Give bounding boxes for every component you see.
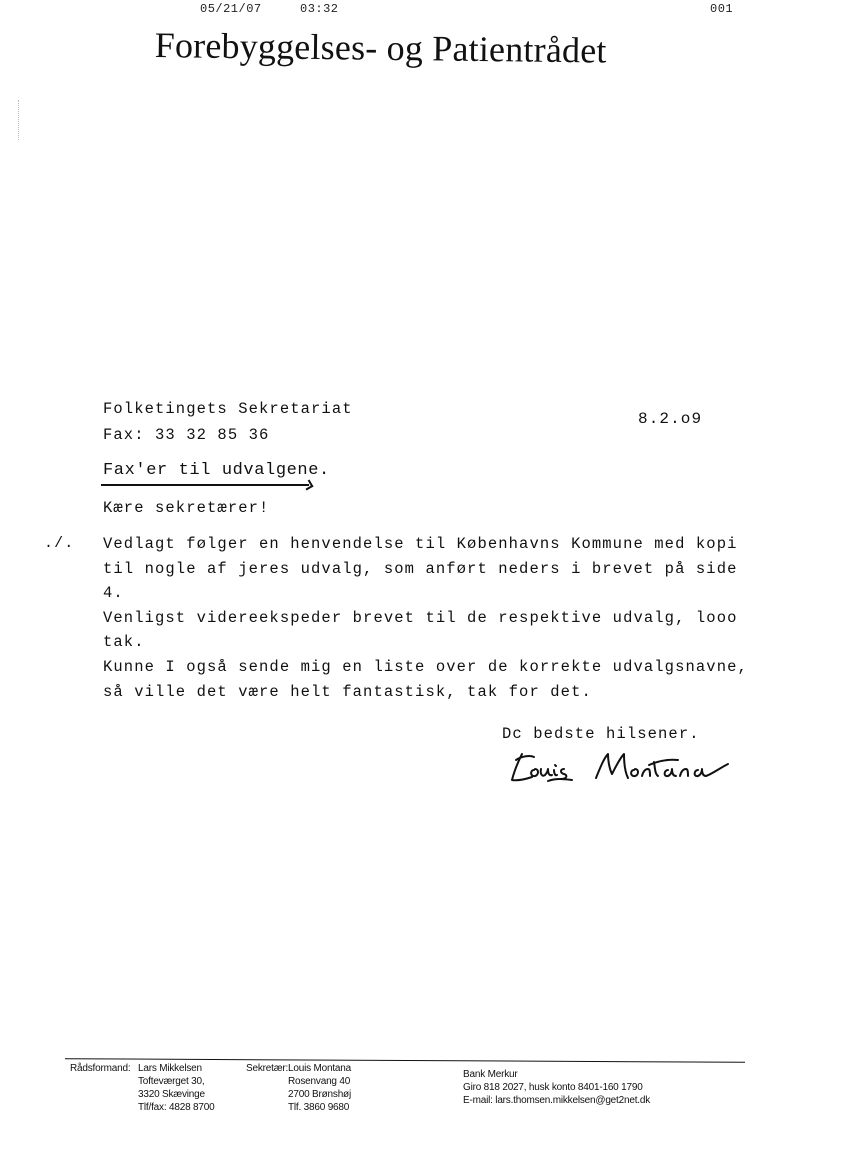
chair-street: Tofteværget 30, (138, 1076, 205, 1087)
secretary-label: Sekretær: (246, 1063, 289, 1074)
fax-date: 05/21/07 (200, 2, 262, 16)
bank-email: E-mail: lars.thomsen.mikkelsen@get2net.dk (463, 1095, 651, 1106)
letterhead-title: Forebyggelses- og Patientrådet (154, 24, 607, 71)
bank-contact (463, 1068, 650, 1107)
chair-phone: Tlf/fax: 4828 8700 (138, 1102, 215, 1113)
handwritten-signature (508, 748, 733, 790)
chair-city: 3320 Skævinge (138, 1089, 205, 1100)
scan-artifact (18, 100, 21, 140)
subject-underline-hook (303, 480, 314, 491)
secretary-name: Louis Montana (288, 1063, 352, 1074)
secretary-city: 2700 Brønshøj (288, 1089, 351, 1100)
bank-name: Bank Merkur (463, 1069, 518, 1080)
recipient-name: Folketingets Sekretariat (103, 400, 353, 418)
fax-page-number: 001 (710, 2, 734, 16)
subject-underline (101, 484, 309, 486)
chair-contact (138, 1062, 214, 1114)
recipient-fax: Fax: 33 32 85 36 (103, 426, 270, 444)
body-line: Venligst videreekspeder brevet til de respektive udvalg, looo (103, 609, 738, 627)
secretary-contact (288, 1062, 351, 1114)
body-line: så ville det være helt fantastisk, tak for det. (103, 683, 592, 701)
letter-closing: Dc bedste hilsener. (502, 725, 700, 743)
enclosure-mark: ./. (44, 535, 75, 552)
chair-name: Lars Mikkelsen (138, 1063, 202, 1074)
body-line: Kunne I også sende mig en liste over de korrekte udvalgsnavne, (103, 658, 748, 676)
letter-date: 8.2.o9 (638, 410, 703, 428)
fax-time: 03:32 (300, 2, 339, 16)
letter-subject: Fax'er til udvalgene. (103, 461, 330, 480)
body-line: Vedlagt følger en henvendelse til Københavns Kommune med kopi (103, 535, 738, 553)
secretary-phone: Tlf. 3860 9680 (288, 1102, 350, 1113)
body-line: 4. (103, 584, 124, 602)
bank-account: Giro 818 2027, husk konto 8401-160 1790 (463, 1082, 643, 1093)
fax-transmission-header (0, 2, 847, 18)
chair-label: Rådsformand: (70, 1063, 131, 1074)
body-line: tak. (103, 633, 145, 651)
secretary-street: Rosenvang 40 (288, 1076, 351, 1087)
letter-greeting: Kære sekretærer! (103, 499, 270, 517)
body-line: til nogle af jeres udvalg, som anført neders i brevet på side (103, 560, 738, 578)
